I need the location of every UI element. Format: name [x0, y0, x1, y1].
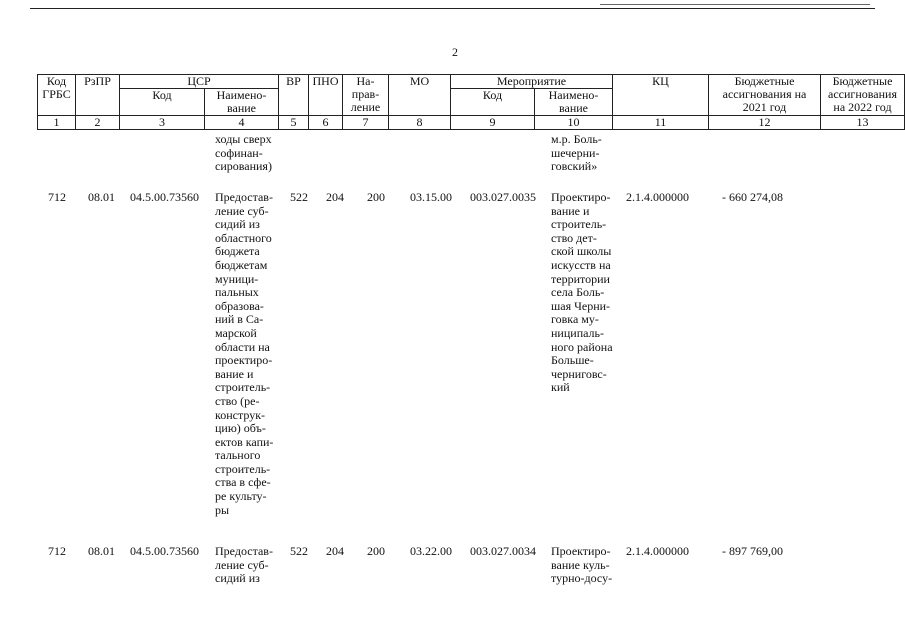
cell-mer-name: Проектиро- вание и строитель- ство дет- ской школы искусств на территории села Боль- шая Черни- говка му- ниципаль- ного района Больше- черниговс- кий: [551, 190, 613, 395]
page-number: 2: [452, 45, 458, 59]
cell-napravlenie: 200: [367, 544, 385, 558]
header-budget-2021: Бюджетные ассигнования на 2021 год: [709, 75, 821, 116]
cell-csr-name: Предостав- ление суб- сидий из областного бюджета бюджетам муници- пальных образова- ний в Са- марской области на проектиро- вание и строитель- ство (ре- конструк- цию) объ- ектов капи- тального строитель- ства в сфе- ре культу- ры: [215, 190, 274, 517]
cell-napravlenie: 200: [367, 190, 385, 204]
column-number: 6: [309, 116, 343, 130]
column-number: 8: [389, 116, 451, 130]
cell-mer-kod: 003.027.0035: [470, 190, 536, 204]
cell-csr-kod: 04.5.00.73560: [130, 190, 199, 204]
header-pno: ПНО: [309, 75, 343, 116]
header-kod-grbs: Код ГРБС: [38, 75, 76, 116]
column-number: 13: [821, 116, 905, 130]
header-meropriyatie: Мероприятие: [451, 75, 613, 89]
header-mer-kod: Код: [451, 89, 535, 116]
cell-budget-2021: - 660 274,08: [722, 190, 783, 204]
header-mer-name: Наимено- вание: [535, 89, 613, 116]
cell-mo: 03.15.00: [410, 190, 452, 204]
top-rule-secondary: [600, 4, 870, 5]
cell-vr: 522: [290, 544, 308, 558]
column-number: 1: [38, 116, 76, 130]
column-number: 9: [451, 116, 535, 130]
column-number: 10: [535, 116, 613, 130]
column-number: 11: [613, 116, 709, 130]
cell-vr: 522: [290, 190, 308, 204]
column-number: 12: [709, 116, 821, 130]
cell-csr-name: Предостав- ление суб- сидий из: [215, 544, 273, 586]
cell-pno: 204: [326, 544, 344, 558]
column-number: 7: [343, 116, 389, 130]
column-number: 3: [120, 116, 205, 130]
header-mo: МО: [389, 75, 451, 116]
cell-mo: 03.22.00: [410, 544, 452, 558]
cell-rzpr: 08.01: [88, 190, 115, 204]
cell-csr-kod: 04.5.00.73560: [130, 544, 199, 558]
cell-kc: 2.1.4.000000: [626, 544, 689, 558]
carryover-csr-name: ходы сверх софинан- сирования): [215, 132, 272, 174]
column-number: 2: [76, 116, 120, 130]
header-csr-name: Наимено- вание: [205, 89, 279, 116]
cell-pno: 204: [326, 190, 344, 204]
header-csr: ЦСР: [120, 75, 279, 89]
cell-kc: 2.1.4.000000: [626, 190, 689, 204]
carryover-mer-name: м.р. Боль- шечерни- говский»: [551, 132, 602, 174]
column-numbers-row: [38, 116, 905, 130]
header-csr-kod: Код: [120, 89, 205, 116]
cell-mer-kod: 003.027.0034: [470, 544, 536, 558]
header-vr: ВР: [279, 75, 309, 116]
cell-budget-2021: - 897 769,00: [722, 544, 783, 558]
column-number: 5: [279, 116, 309, 130]
cell-rzpr: 08.01: [88, 544, 115, 558]
cell-mer-name: Проектиро- вание куль- турно-досу-: [551, 544, 613, 586]
header-budget-2022: Бюджетные ассигнования на 2022 год: [821, 75, 905, 116]
top-rule: [30, 8, 875, 9]
header-rzpr: РзПР: [76, 75, 120, 116]
column-number: 4: [205, 116, 279, 130]
cell-grbs: 712: [48, 190, 66, 204]
cell-grbs: 712: [48, 544, 66, 558]
table-header: [37, 74, 905, 130]
header-napravlenie: На- прав- ление: [343, 75, 389, 116]
header-kc: КЦ: [613, 75, 709, 116]
